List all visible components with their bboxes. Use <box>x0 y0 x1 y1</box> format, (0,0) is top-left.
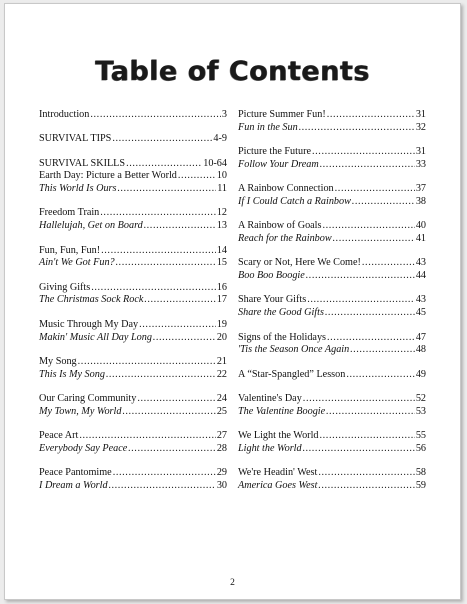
toc-group <box>238 294 426 320</box>
dot-leader <box>303 393 415 406</box>
dot-leader <box>322 220 414 233</box>
dot-leader <box>144 220 216 233</box>
toc-song-entry <box>238 122 426 135</box>
toc-entry-title: Light the World <box>238 442 302 454</box>
toc-entry-page: 30 <box>216 479 227 491</box>
dot-leader <box>320 159 415 172</box>
toc-entry-page: 40 <box>415 220 426 232</box>
dot-leader <box>335 183 415 196</box>
toc-song-entry <box>39 443 227 456</box>
toc-entry-title: SURVIVAL TIPS <box>39 133 112 145</box>
dot-leader <box>325 307 415 320</box>
toc-section-entry <box>238 257 426 270</box>
toc-entry-page: 43 <box>415 294 426 306</box>
toc-section-entry <box>39 133 227 146</box>
toc-group <box>39 245 227 271</box>
document-page <box>4 3 461 600</box>
toc-section-entry <box>238 467 426 480</box>
toc-entry-page: 4-9 <box>213 133 227 145</box>
toc-section-entry <box>238 146 426 159</box>
dot-leader <box>153 332 216 345</box>
toc-group <box>39 207 227 233</box>
toc-entry-page: 38 <box>415 195 426 207</box>
toc-entry-title: My Town, My World <box>39 405 122 417</box>
toc-song-entry <box>238 406 426 419</box>
dot-leader <box>318 480 414 493</box>
toc-entry-page: 10 <box>216 170 227 182</box>
toc-entry-page: 43 <box>415 257 426 269</box>
toc-section-entry <box>238 430 426 443</box>
dot-leader <box>78 356 216 369</box>
toc-song-entry <box>39 406 227 419</box>
toc-entry-title: A Rainbow Connection <box>238 183 334 195</box>
toc-entry-page: 19 <box>216 318 227 330</box>
dot-leader <box>312 146 415 159</box>
toc-entry-page: 22 <box>216 368 227 380</box>
toc-entry-title: Valentine's Day <box>238 392 302 404</box>
dot-leader <box>106 369 216 382</box>
toc-entry-title: A “Star-Spangled” Lesson <box>238 368 346 380</box>
toc-section-entry <box>39 170 227 183</box>
toc-entry-title: This Is My Song <box>39 368 105 380</box>
toc-entry-title: If I Could Catch a Rainbow <box>238 195 351 207</box>
toc-entry-page: 52 <box>415 392 426 404</box>
toc-entry-title: Picture the Future <box>238 146 311 158</box>
toc-section-entry <box>39 467 227 480</box>
toc-group <box>39 393 227 419</box>
toc-entry-page: 14 <box>216 244 227 256</box>
toc-entry-page: 15 <box>216 257 227 269</box>
toc-song-entry <box>39 294 227 307</box>
dot-leader <box>362 257 415 270</box>
dot-leader <box>116 257 216 270</box>
toc-song-entry <box>238 307 426 320</box>
dot-leader <box>79 430 215 443</box>
toc-entry-title: Scary or Not, Here We Come! <box>238 257 361 269</box>
dot-leader <box>101 245 216 258</box>
dot-leader <box>100 207 216 220</box>
toc-left-column <box>39 109 227 504</box>
dot-leader <box>126 158 202 171</box>
toc-entry-page: 59 <box>415 479 426 491</box>
toc-entry-page: 16 <box>216 281 227 293</box>
toc-entry-title: Share Your Gifts <box>238 294 307 306</box>
toc-group <box>238 467 426 493</box>
toc-entry-page: 31 <box>415 109 426 120</box>
toc-entry-title: A Rainbow of Goals <box>238 220 322 232</box>
toc-section-entry <box>39 109 227 122</box>
toc-entry-title: Freedom Train <box>39 207 100 219</box>
toc-entry-title: Fun in the Sun <box>238 121 298 133</box>
toc-entry-title: Fun, Fun, Fun! <box>39 244 101 256</box>
toc-entry-title: 'Tis the Season Once Again <box>238 344 350 356</box>
toc-entry-page: 24 <box>216 392 227 404</box>
toc-entry-page: 11 <box>217 183 227 195</box>
dot-leader <box>350 344 415 357</box>
toc-entry-title: Picture Summer Fun! <box>238 109 326 120</box>
toc-entry-title: Signs of the Holidays <box>238 331 327 343</box>
toc-group <box>238 369 426 382</box>
toc-song-entry <box>238 270 426 283</box>
toc-song-entry <box>238 344 426 357</box>
dot-leader <box>346 369 415 382</box>
toc-entry-page: 17 <box>216 294 227 306</box>
dot-leader <box>326 406 415 419</box>
dot-leader <box>113 467 216 480</box>
dot-leader <box>128 443 216 456</box>
dot-leader <box>352 196 415 209</box>
toc-group <box>39 467 227 493</box>
dot-leader <box>144 294 215 307</box>
dot-leader <box>91 282 216 295</box>
toc-entry-page: 45 <box>415 307 426 319</box>
toc-song-entry <box>238 443 426 456</box>
dot-leader <box>122 406 215 419</box>
toc-group <box>238 109 426 135</box>
toc-entry-title: Peace Pantomime <box>39 467 112 479</box>
dot-leader <box>327 332 415 345</box>
toc-group <box>238 332 426 358</box>
toc-entry-page: 55 <box>415 430 426 442</box>
toc-section-entry <box>238 183 426 196</box>
dot-leader <box>303 443 415 456</box>
toc-section-entry <box>39 158 227 171</box>
dot-leader <box>117 183 216 196</box>
toc-song-entry <box>238 480 426 493</box>
toc-song-entry <box>39 183 227 196</box>
toc-entry-title: We're Headin' West <box>238 467 318 479</box>
toc-song-entry <box>39 257 227 270</box>
toc-entry-title: Our Caring Community <box>39 392 137 404</box>
toc-entry-page: 44 <box>415 270 426 282</box>
toc-entry-page: 29 <box>216 467 227 479</box>
toc-entry-page: 48 <box>415 344 426 356</box>
page-title: Table of Contents <box>95 56 370 87</box>
toc-song-entry <box>39 220 227 233</box>
toc-group <box>238 430 426 456</box>
toc-entry-title: Reach for the Rainbow <box>238 233 332 245</box>
toc-entry-page: 10-64 <box>203 157 227 169</box>
toc-section-entry <box>39 393 227 406</box>
toc-group <box>39 133 227 146</box>
toc-entry-title: The Valentine Boogie <box>238 405 326 417</box>
toc-section-entry <box>39 319 227 332</box>
dot-leader <box>299 122 415 135</box>
toc-entry-page: 12 <box>216 207 227 219</box>
toc-entry-page: 41 <box>415 233 426 245</box>
toc-group <box>39 109 227 122</box>
toc-entry-page: 3 <box>221 109 227 120</box>
toc-entry-page: 13 <box>216 220 227 232</box>
toc-section-entry <box>39 245 227 258</box>
toc-entry-page: 37 <box>415 183 426 195</box>
toc-section-entry <box>238 332 426 345</box>
dot-leader <box>139 319 216 332</box>
toc-entry-title: Ain't We Got Fun? <box>39 257 115 269</box>
toc-group <box>238 257 426 283</box>
toc-entry-title: America Goes West <box>238 479 318 491</box>
toc-entry-title: Share the Good Gifts <box>238 307 324 319</box>
dot-leader <box>333 233 415 246</box>
toc-entry-title: I Dream a World <box>39 479 108 491</box>
dot-leader <box>137 393 215 406</box>
toc-group <box>238 146 426 172</box>
toc-entry-title: Follow Your Dream <box>238 158 319 170</box>
toc-section-entry <box>238 220 426 233</box>
dot-leader <box>178 170 216 183</box>
toc-entry-title: We Light the World <box>238 430 319 442</box>
toc-entry-title: Earth Day: Picture a Better World <box>39 170 177 182</box>
toc-entry-page: 33 <box>415 158 426 170</box>
toc-song-entry <box>238 233 426 246</box>
dot-leader <box>318 467 414 480</box>
toc-entry-page: 31 <box>415 146 426 158</box>
dot-leader <box>109 480 216 493</box>
toc-entry-page: 28 <box>216 442 227 454</box>
toc-section-entry <box>238 393 426 406</box>
toc-entry-title: My Song <box>39 355 77 367</box>
toc-entry-page: 27 <box>216 430 227 442</box>
toc-group <box>39 430 227 456</box>
toc-song-entry <box>39 332 227 345</box>
toc-entry-title: Introduction <box>39 109 90 120</box>
toc-entry-title: Makin' Music All Day Long <box>39 331 152 343</box>
toc-section-entry <box>39 282 227 295</box>
toc-entry-title: Music Through My Day <box>39 318 139 330</box>
toc-entry-title: Giving Gifts <box>39 281 91 293</box>
toc-entry-page: 21 <box>216 355 227 367</box>
toc-song-entry <box>238 196 426 209</box>
toc-entry-title: This World Is Ours <box>39 183 117 195</box>
toc-entry-title: Everybody Say Peace <box>39 442 128 454</box>
toc-group <box>238 183 426 209</box>
toc-entry-title: Peace Art <box>39 430 79 442</box>
toc-section-entry <box>39 356 227 369</box>
toc-right-column <box>238 109 426 504</box>
page-number: 2 <box>230 578 235 588</box>
toc-section-entry <box>39 430 227 443</box>
dot-leader <box>90 109 221 122</box>
toc-entry-page: 58 <box>415 467 426 479</box>
toc-entry-page: 47 <box>415 331 426 343</box>
toc-entry-title: Boo Boo Boogie <box>238 270 305 282</box>
toc-entry-page: 20 <box>216 331 227 343</box>
toc-group <box>238 393 426 419</box>
toc-section-entry <box>39 207 227 220</box>
dot-leader <box>307 294 415 307</box>
toc-song-entry <box>238 159 426 172</box>
toc-entry-page: 56 <box>415 442 426 454</box>
toc-entry-page: 32 <box>415 121 426 133</box>
toc-entry-page: 25 <box>216 405 227 417</box>
toc-song-entry <box>39 369 227 382</box>
dot-leader <box>112 133 212 146</box>
toc-group <box>39 158 227 196</box>
toc-group <box>39 282 227 308</box>
toc-entry-page: 53 <box>415 405 426 417</box>
dot-leader <box>306 270 415 283</box>
toc-entry-page: 49 <box>415 368 426 380</box>
toc-group <box>39 319 227 345</box>
toc-entry-title: The Christmas Sock Rock <box>39 294 144 306</box>
toc-section-entry <box>238 109 426 122</box>
toc-group <box>238 220 426 246</box>
dot-leader <box>320 430 415 443</box>
toc-section-entry <box>238 369 426 382</box>
toc-entry-title: Hallelujah, Get on Board <box>39 220 143 232</box>
toc-song-entry <box>39 480 227 493</box>
toc-group <box>39 356 227 382</box>
toc-section-entry <box>238 294 426 307</box>
dot-leader <box>327 109 415 122</box>
toc-entry-title: SURVIVAL SKILLS <box>39 157 126 169</box>
